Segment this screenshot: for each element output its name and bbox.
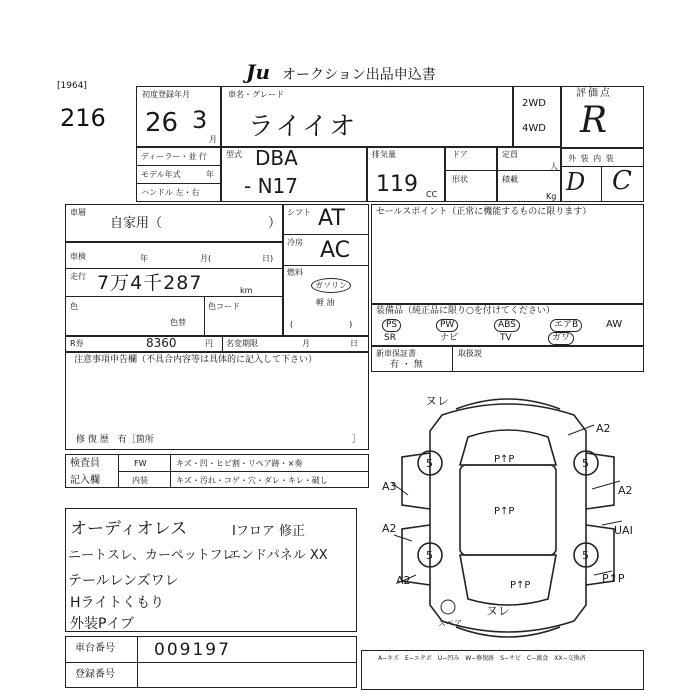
- shape-label: 形状: [452, 175, 468, 184]
- recycle-unit: 円: [205, 339, 213, 348]
- diag-label-pt-roof: P↑P: [494, 506, 515, 517]
- remark-line-3: テールレンズワレ: [68, 573, 179, 589]
- equip-sr: SR: [384, 333, 396, 343]
- form-title: オークション出品申込書: [282, 67, 436, 83]
- fuel-gasoline: ガソリン: [311, 278, 351, 293]
- displacement-label: 排気量: [372, 150, 396, 159]
- interior-items: キズ・汚れ・コゲ・穴・ダレ・キレ・破し: [176, 476, 328, 485]
- recycle-label: R券: [70, 339, 84, 348]
- diag-label-a2-top: A2: [596, 422, 611, 435]
- first-reg-label: 初度登録年月: [142, 90, 190, 99]
- mileage-value: 7万4千287: [97, 272, 203, 294]
- year-unit: 年: [206, 170, 214, 179]
- shift-value: AT: [318, 206, 345, 231]
- doc-code: [1964]: [57, 81, 87, 91]
- usage-value: 自家用（: [110, 216, 163, 231]
- cooling-value: AC: [320, 238, 351, 263]
- shift-label: シフト: [287, 208, 311, 217]
- equip-airbag: エアB: [550, 319, 582, 332]
- type-value-1: DBA: [255, 146, 298, 170]
- fuel-diesel: 軽 油: [316, 298, 335, 307]
- ju-logo: Ju: [246, 60, 271, 84]
- fuel-label: 燃料: [287, 268, 303, 277]
- notes-title: 注意事項申告欄（不具合内容等は具体的に記入して下さい）: [74, 355, 318, 365]
- chassis-label: 車台番号: [75, 643, 115, 654]
- displacement-value: 119: [376, 172, 418, 197]
- category-label: 車層: [70, 208, 86, 217]
- equip-aw: AW: [606, 319, 623, 330]
- interior-check-label: 内装: [132, 476, 148, 485]
- manual-label: 取扱説: [458, 349, 482, 358]
- inspection-label: 車検: [70, 252, 86, 261]
- chassis-value: 009197: [154, 640, 231, 660]
- interior-value: C: [612, 166, 632, 196]
- diag-label-pt-rear: P↑P: [510, 580, 531, 591]
- capacity-label: 定員: [502, 150, 518, 159]
- equip-kawa: ガワ: [548, 332, 574, 345]
- load-label: 積載: [502, 175, 518, 184]
- remark-line-5: 外装Pイブ: [70, 616, 135, 632]
- fw-items: キズ・凹・ヒビ割・リペア跡・×奏: [176, 459, 303, 468]
- inspection-month: 月(: [200, 254, 212, 263]
- color-code-label: 色コード: [208, 302, 240, 311]
- equip-navi: ナビ: [440, 333, 459, 343]
- recycle-row: [65, 336, 369, 352]
- entry-label: 記入欄: [70, 475, 100, 486]
- equip-ps: PS: [382, 319, 401, 332]
- equip-pw: PW: [436, 319, 458, 332]
- usage-close: ）: [268, 216, 282, 231]
- warranty-label: 新車保証書: [376, 349, 416, 358]
- diag-label-spare: スペア: [438, 619, 462, 628]
- remark-line-2: ニートスレ、カーペットフレ: [68, 548, 235, 563]
- diag-tire-fr: 5: [582, 457, 589, 470]
- inspection-year: 年: [140, 254, 148, 263]
- dealer-label: ディーラー・並 行: [141, 152, 207, 161]
- fw-label: FW: [134, 459, 147, 468]
- diag-label-uai: UAI: [614, 524, 633, 537]
- first-reg-year: 26: [145, 108, 179, 138]
- inspector-label: 検査員: [70, 458, 100, 469]
- diag-label-bottom: ヌレ: [486, 604, 511, 618]
- equip-tv: TV: [500, 333, 512, 343]
- type-label: 型式: [226, 150, 242, 159]
- lot-number: 216: [60, 104, 106, 132]
- person-unit: 人: [550, 162, 558, 171]
- recycle-value: 8360: [146, 336, 177, 350]
- name-grade-label: 車名・グレード: [228, 90, 284, 99]
- drive-4wd: 4WD: [522, 123, 546, 134]
- diag-label-top: ヌレ: [425, 394, 450, 408]
- ext-int-label: 外 装 内 装: [568, 154, 615, 163]
- remark-line-1: オーディオレス: [70, 519, 188, 539]
- damage-legend: A−キズ E−エクボ U−凹み W−修復跡 S−サビ C−腐食 XX−交換済: [378, 655, 586, 662]
- handle-label: ハンドル 左・右: [141, 188, 200, 197]
- color-tone-label: 色替: [170, 318, 186, 327]
- kg-unit: Kg: [546, 192, 557, 201]
- diag-label-a2-right: A2: [618, 484, 633, 497]
- registration-label: 登録番号: [75, 669, 115, 680]
- drive-2wd: 2WD: [522, 98, 546, 109]
- first-reg-month: 3: [192, 106, 208, 134]
- sales-point-block: [371, 204, 644, 304]
- diag-label-a2-left: A2: [382, 522, 397, 535]
- equip-abs: ABS: [494, 319, 520, 332]
- remark-right-1: Iフロア 修正: [232, 524, 305, 539]
- month-unit: 月: [209, 135, 217, 144]
- grade-value: R: [580, 100, 608, 141]
- diag-label-a3: A3: [382, 480, 397, 493]
- owner-change-day: 日: [350, 339, 358, 348]
- diag-tire-rr: 5: [582, 549, 589, 562]
- owner-change-month: 月: [302, 339, 310, 348]
- model-year-label: モデル年式: [141, 170, 181, 179]
- mileage-label: 走行: [70, 272, 86, 281]
- mileage-unit: km: [240, 286, 253, 295]
- grade-label: 評価点: [576, 88, 612, 99]
- diag-tire-fl: 5: [426, 457, 433, 470]
- remark-line-4: Hライトくもり: [70, 595, 165, 611]
- diag-label-pvp-right: P↑P: [602, 572, 625, 585]
- model-name: ライイオ: [248, 112, 358, 142]
- diag-tire-rl: 5: [426, 549, 433, 562]
- repair-label: 修 復 歴 有［箇所: [76, 435, 154, 445]
- fuel-paren: ( ): [290, 320, 353, 329]
- sales-point-title: セールスポイント（正常に機能するものに限ります）: [376, 207, 592, 217]
- color-label: 色: [70, 302, 78, 311]
- owner-change-label: 名変期限: [226, 339, 258, 348]
- diag-label-pt-front: P↑P: [494, 454, 515, 465]
- cc-unit: CC: [426, 190, 438, 199]
- cooling-label: 冷房: [287, 238, 303, 247]
- remark-right-2: エンドパネル XX: [228, 548, 328, 563]
- door-label: ドア: [452, 150, 468, 159]
- repair-close: ］: [352, 435, 362, 445]
- type-value-2: - N17: [244, 174, 298, 198]
- warranty-options: 有 ・ 無: [390, 360, 423, 370]
- inspection-day: 日): [262, 254, 274, 263]
- diag-label-a2-left-low: A2: [396, 574, 411, 587]
- exterior-value: D: [566, 168, 586, 196]
- equipment-title: 装備品（純正品に限り○を付けてください）: [376, 306, 555, 316]
